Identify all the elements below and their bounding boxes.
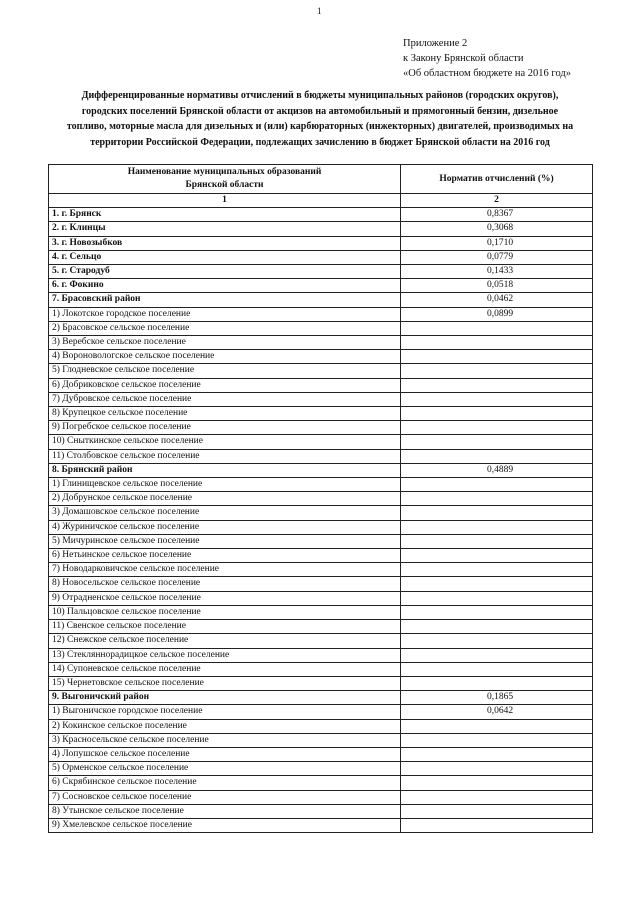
municipality-name: 12) Снежское сельское поселение (49, 634, 401, 648)
municipality-name: 6) Скрябинское сельское поселение (49, 776, 401, 790)
municipality-name: 10) Пальцовское сельское поселение (49, 605, 401, 619)
table-row (49, 265, 593, 279)
table-row (49, 378, 593, 392)
appendix-block (403, 36, 571, 81)
table-header-row (49, 165, 593, 194)
title-line: топливо, моторные масла для дизельных и (или) карбюраторных (инжекторных) двигателей, производимых на (66, 121, 574, 132)
table-row (49, 449, 593, 463)
page-number: 1 (317, 6, 322, 16)
municipality-name: 5) Глодневское сельское поселение (49, 364, 401, 378)
norm-value (401, 620, 593, 634)
municipality-name: 7) Новодарковичское сельское поселение (49, 563, 401, 577)
municipality-name: 4) Вороновологское сельское поселение (49, 350, 401, 364)
norm-value (401, 719, 593, 733)
municipality-name: 8) Утынское сельское поселение (49, 804, 401, 818)
municipality-name: 11) Свенское сельское поселение (49, 620, 401, 634)
table-row (49, 506, 593, 520)
table-row (49, 407, 593, 421)
title-line: городских поселений Брянской области от акцизов на автомобильный и прямогонный бензин, дизельное (81, 105, 559, 117)
table-row (49, 435, 593, 449)
document-title (30, 88, 610, 150)
municipality-name: 7) Дубровское сельское поселение (49, 392, 401, 406)
norm-value (401, 634, 593, 648)
norm-value (401, 392, 593, 406)
municipality-name: 9. Выгоничский район (49, 691, 401, 705)
municipality-name: 9) Погребское сельское поселение (49, 421, 401, 435)
municipality-name: 8) Крупецкое сельское поселение (49, 407, 401, 421)
municipality-name: 13) Стекляннорадицкое сельское поселение (49, 648, 401, 662)
table-row (49, 591, 593, 605)
norm-value: 0,1710 (401, 236, 593, 250)
table-row (49, 208, 593, 222)
table-row (49, 790, 593, 804)
norm-value (401, 790, 593, 804)
municipality-name: 14) Супоневское сельское поселение (49, 662, 401, 676)
norm-value (401, 804, 593, 818)
table-row (49, 733, 593, 747)
municipality-name: 15) Чернетовское сельское поселение (49, 676, 401, 690)
municipality-name: 6) Нетьинское сельское поселение (49, 549, 401, 563)
municipality-name: 2) Кокинское сельское поселение (49, 719, 401, 733)
column-number-2: 2 (401, 194, 593, 208)
norm-value (401, 364, 593, 378)
header-norm: Норматив отчислений (%) (401, 165, 593, 194)
norm-value: 0,4889 (401, 463, 593, 477)
title-line: территории Российской Федерации, подлежащих зачислению в бюджет Брянской области на 2016 год (90, 136, 550, 148)
norm-value (401, 506, 593, 520)
table-row (49, 776, 593, 790)
norm-value (401, 762, 593, 776)
appendix-line-2: к Закону Брянской области (403, 53, 524, 64)
table-row (49, 605, 593, 619)
municipality-name: 5) Орменское сельское поселение (49, 762, 401, 776)
column-number-row (49, 194, 593, 208)
table-row (49, 520, 593, 534)
table-row (49, 691, 593, 705)
table-row (49, 676, 593, 690)
norm-value (401, 577, 593, 591)
table-row (49, 705, 593, 719)
norm-value (401, 563, 593, 577)
municipality-name: 4. г. Сельцо (49, 250, 401, 264)
table-row (49, 818, 593, 832)
municipality-name: 8. Брянский район (49, 463, 401, 477)
norm-value (401, 421, 593, 435)
municipality-name: 1. г. Брянск (49, 208, 401, 222)
norm-value: 0,0642 (401, 705, 593, 719)
norm-value (401, 733, 593, 747)
table-row (49, 421, 593, 435)
municipality-name: 6. г. Фокино (49, 279, 401, 293)
table-row (49, 307, 593, 321)
appendix-line-3: «Об областном бюджете на 2016 год» (403, 68, 571, 79)
municipality-name: 3) Веребское сельское поселение (49, 336, 401, 350)
municipality-name: 6) Добриковское сельское поселение (49, 378, 401, 392)
norm-value (401, 378, 593, 392)
norm-value: 0,8367 (401, 208, 593, 222)
norm-value: 0,3068 (401, 222, 593, 236)
table-row (49, 492, 593, 506)
table-row (49, 463, 593, 477)
table-row (49, 279, 593, 293)
municipality-name: 10) Сныткинское сельское поселение (49, 435, 401, 449)
norm-value (401, 520, 593, 534)
table-row (49, 293, 593, 307)
municipality-name: 1) Глинищевское сельское поселение (49, 478, 401, 492)
norm-value (401, 449, 593, 463)
norm-value: 0,1433 (401, 265, 593, 279)
table-body (49, 208, 593, 833)
municipality-name: 3) Красносельское сельское поселение (49, 733, 401, 747)
table-row (49, 719, 593, 733)
norm-value (401, 662, 593, 676)
table-row (49, 762, 593, 776)
norm-value (401, 478, 593, 492)
norm-value (401, 321, 593, 335)
table-row (49, 549, 593, 563)
norm-value: 0,0779 (401, 250, 593, 264)
norm-value: 0,0462 (401, 293, 593, 307)
table-row (49, 478, 593, 492)
municipality-name: 4) Лопушское сельское поселение (49, 747, 401, 761)
table-row (49, 321, 593, 335)
norm-value (401, 407, 593, 421)
table-row (49, 634, 593, 648)
norm-value (401, 435, 593, 449)
norm-value (401, 776, 593, 790)
table-row (49, 392, 593, 406)
header-municipality (49, 165, 401, 194)
table-row (49, 336, 593, 350)
norm-value: 0,0899 (401, 307, 593, 321)
norm-value (401, 336, 593, 350)
table-row (49, 662, 593, 676)
norms-table (48, 164, 593, 833)
header-municipality-line-2: Брянской области (185, 180, 264, 190)
norm-value (401, 549, 593, 563)
norm-value (401, 534, 593, 548)
column-number-1: 1 (49, 194, 401, 208)
table-row (49, 222, 593, 236)
municipality-name: 3) Домашовское сельское поселение (49, 506, 401, 520)
norm-value (401, 492, 593, 506)
municipality-name: 4) Журиничское сельское поселение (49, 520, 401, 534)
municipality-name: 11) Столбовское сельское поселение (49, 449, 401, 463)
municipality-name: 2) Добрунское сельское поселение (49, 492, 401, 506)
header-municipality-line-1: Наименование муниципальных образований (127, 167, 322, 177)
municipality-name: 1) Выгоничское городское поселение (49, 705, 401, 719)
table-row (49, 534, 593, 548)
table-row (49, 350, 593, 364)
municipality-name: 2. г. Клинцы (49, 222, 401, 236)
norm-value (401, 818, 593, 832)
norm-value: 0,0518 (401, 279, 593, 293)
municipality-name: 9) Отрадненское сельское поселение (49, 591, 401, 605)
municipality-name: 5. г. Стародуб (49, 265, 401, 279)
municipality-name: 8) Новосельское сельское поселение (49, 577, 401, 591)
municipality-name: 2) Брасовское сельское поселение (49, 321, 401, 335)
table-row (49, 563, 593, 577)
table-row (49, 250, 593, 264)
municipality-name: 3. г. Новозыбков (49, 236, 401, 250)
table-row (49, 648, 593, 662)
table-row (49, 236, 593, 250)
norm-value (401, 605, 593, 619)
municipality-name: 7. Брасовский район (49, 293, 401, 307)
table-row (49, 747, 593, 761)
norm-value (401, 350, 593, 364)
table-row (49, 620, 593, 634)
municipality-name: 5) Мичуринское сельское поселение (49, 534, 401, 548)
table-row (49, 577, 593, 591)
norm-value (401, 591, 593, 605)
municipality-name: 1) Локотское городское поселение (49, 307, 401, 321)
norm-value (401, 747, 593, 761)
norm-value (401, 676, 593, 690)
title-line: Дифференцированные нормативы отчислений в бюджеты муниципальных районов (городских округов), (81, 90, 559, 101)
table-row (49, 364, 593, 378)
municipality-name: 9) Хмелевское сельское поселение (49, 818, 401, 832)
appendix-line-1: Приложение 2 (403, 38, 468, 49)
norm-value (401, 648, 593, 662)
norm-value: 0,1865 (401, 691, 593, 705)
municipality-name: 7) Сосновское сельское поселение (49, 790, 401, 804)
table-row (49, 804, 593, 818)
